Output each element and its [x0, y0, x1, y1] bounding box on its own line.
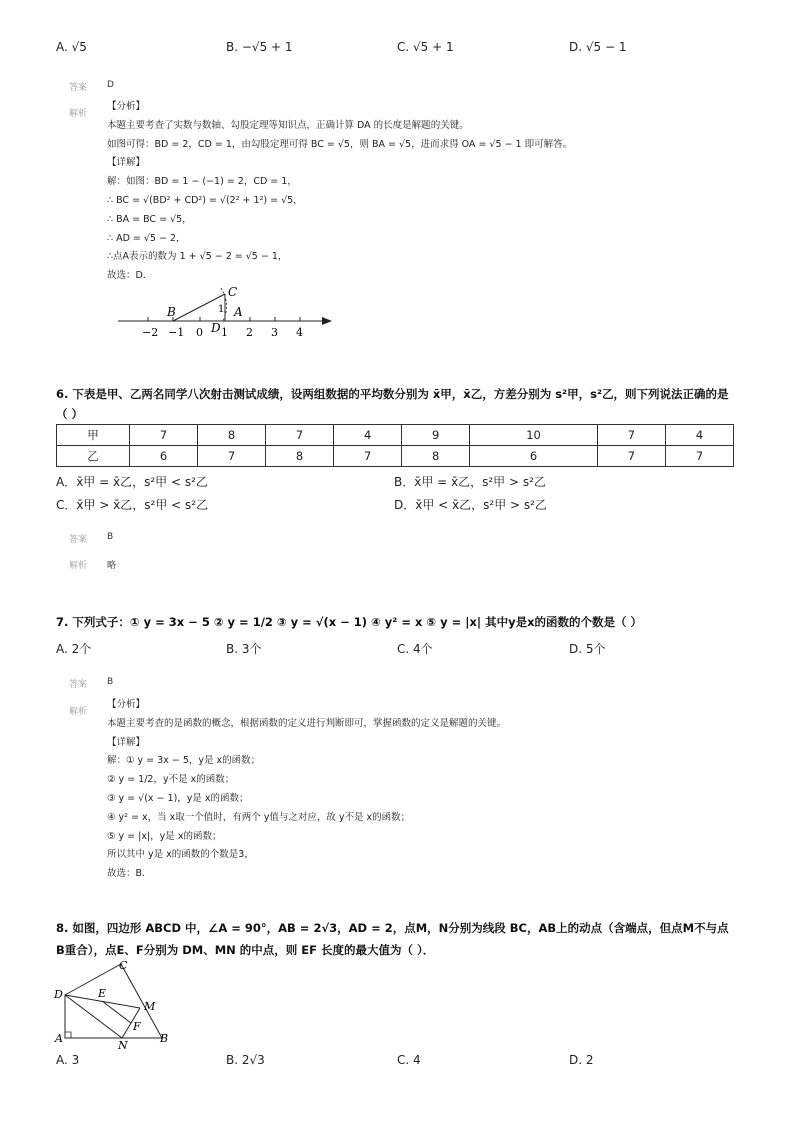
table-row [57, 425, 734, 446]
analysis-line: ∴ AD = √5 − 2， [107, 232, 186, 244]
analysis-line: 故选：B． [107, 868, 152, 880]
row-header: 乙 [57, 446, 130, 467]
q6-option-a: A．x̄甲 = x̄乙，s²甲 < s²乙 [56, 475, 208, 489]
table-cell: 7 [597, 446, 665, 467]
tick-label: 1 [221, 326, 228, 339]
tick-label: 4 [296, 326, 303, 339]
tick-label: −1 [168, 326, 185, 339]
q5-analysis-label: 解析 [69, 109, 88, 119]
analysis-line: ④ y² = x，当 x取一个值时，有两个 y值与之对应，故 y不是 x的函数； [107, 811, 411, 823]
analysis-line: 本题主要考查了实数与数轴、勾股定理等知识点，正确计算 DA 的长度是解题的关键。 [107, 119, 469, 131]
q6-option-c: C．x̄甲 > x̄乙，s²甲 < s²乙 [56, 498, 209, 512]
q5-option-a: A. √5 [56, 40, 87, 54]
analysis-line: ∴ BC = √(BD² + CD²) = √(2² + 1²) = √5， [107, 194, 303, 206]
q5-option-c: C. √5 + 1 [397, 40, 454, 54]
score-table [56, 424, 734, 467]
vertex-label-b: B [160, 1032, 169, 1045]
q7-stem: 7. 下列式子：① y = 3x − 5 ② y = 1/2 ③ y = √(x − 1) ④ y² = x ⑤ y = |x| 其中y是x的函数的个数是（ ） [56, 615, 642, 629]
q5-option-b: B. −√5 + 1 [226, 40, 293, 54]
table-cell: 9 [402, 425, 470, 446]
table-cell: 4 [334, 425, 402, 446]
analysis-line: 【分析】 [107, 699, 146, 710]
q8-stem-line2: B重合），点E、F分别为 DM、MN 的中点，则 EF 长度的最大值为（ ）． [56, 943, 435, 957]
q6-paren: （ ） [56, 407, 84, 421]
table-cell: 6 [470, 446, 598, 467]
q6-answer: B [107, 532, 114, 542]
q6-analysis: 略 [107, 561, 117, 571]
table-cell: 7 [597, 425, 665, 446]
vertex-label-d: D [54, 988, 63, 1001]
q7-analysis [107, 696, 506, 884]
table-row [57, 446, 734, 467]
row-header: 甲 [57, 425, 130, 446]
tick-label: 3 [271, 326, 278, 339]
q7-answer-label: 答案 [69, 680, 88, 690]
q7-answer: B [107, 677, 114, 687]
q5-answer: D [107, 80, 114, 90]
table-cell: 8 [198, 425, 266, 446]
point-label-f: F [133, 1020, 141, 1033]
segment-dn [65, 995, 122, 1038]
point-label-m: M [144, 1000, 156, 1013]
q8-option-d: D. 2 [569, 1053, 594, 1067]
table-cell: 7 [198, 446, 266, 467]
table-cell: 7 [266, 425, 334, 446]
analysis-line: 所以其中 y是 x的函数的个数是3， [107, 849, 254, 861]
number-line-arrow [322, 317, 332, 325]
table-cell: 7 [334, 446, 402, 467]
q8-option-c: C. 4 [397, 1053, 421, 1067]
quadrilateral-figure [52, 956, 182, 1050]
q7-option-d: D. 5个 [569, 642, 606, 656]
point-label-e: E [98, 987, 107, 1000]
table-cell: 7 [665, 446, 733, 467]
number-line-figure [110, 284, 340, 344]
tick-label: 0 [196, 326, 203, 339]
q6-stem: 6. 下表是甲、乙两名同学八次射击测试成绩，设两组数据的平均数分别为 x̄甲，x̄乙，方差分别为 s²甲，s²乙，则下列说法正确的是 [56, 387, 729, 401]
analysis-line: ② y = 1/2，y不是 x的函数； [107, 774, 235, 786]
q5-answer-label: 答案 [69, 83, 88, 93]
side-length-label: 1 [218, 304, 225, 315]
q8-option-b: B. 2√3 [226, 1053, 265, 1067]
analysis-line: 【分析】 [107, 101, 146, 112]
table-cell: 10 [470, 425, 598, 446]
point-label-d: D [211, 321, 221, 335]
point-label-b: B [167, 305, 176, 319]
q6-answer-label: 答案 [69, 535, 88, 545]
point-label-n: N [118, 1039, 128, 1050]
point-label-a: A [234, 305, 243, 319]
table-cell: 7 [130, 425, 198, 446]
table-cell: 6 [130, 446, 198, 467]
tick-label: −2 [142, 326, 159, 339]
analysis-line: ⑤ y = |x|，y是 x的函数； [107, 830, 222, 842]
vertex-label-a: A [55, 1032, 63, 1045]
q7-option-b: B. 3个 [226, 642, 262, 656]
q6-option-b: B．x̄甲 = x̄乙，s²甲 > s²乙 [394, 475, 546, 489]
analysis-line: 【详解】 [107, 157, 146, 169]
analysis-line: 解：如图：BD = 1 − (−1) = 2，CD = 1， [107, 176, 297, 188]
q8-option-a: A. 3 [56, 1053, 80, 1067]
point-label-c: C [228, 285, 238, 299]
analysis-line: ∴ BA = BC = √5， [107, 213, 192, 225]
q8-stem-line1: 8. 如图，四边形 ABCD 中，∠A = 90°，AB = 2√3，AD = 2，点M，N分别为线段 BC，AB上的动点（含端点，但点M不与点 [56, 921, 729, 935]
analysis-line: 本题主要考查的是函数的概念，根据函数的定义进行判断即可，掌握函数的定义是解题的关键。 [107, 717, 507, 729]
table-cell: 8 [402, 446, 470, 467]
q5-option-d: D. √5 − 1 [569, 40, 627, 54]
q6-analysis-label: 解析 [69, 561, 88, 571]
vertex-label-c: C [119, 959, 128, 972]
table-cell: 4 [665, 425, 733, 446]
analysis-line: ∴点A表示的数为 1 + √5 − 2 = √5 − 1， [107, 251, 288, 263]
analysis-line: 故选：D． [107, 270, 153, 282]
q6-option-d: D．x̄甲 < x̄乙，s²甲 > s²乙 [394, 498, 547, 512]
q7-option-a: A. 2个 [56, 642, 92, 656]
tick-label: 2 [246, 326, 253, 339]
table-cell: 8 [266, 446, 334, 467]
analysis-line: 解：① y = 3x − 5，y是 x的函数； [107, 755, 261, 767]
analysis-line: 如图可得：BD = 2，CD = 1，由勾股定理可得 BC = √5，则 BA = √5，进而求得 OA = √5 − 1 即可解答。 [107, 138, 573, 150]
analysis-line: 【详解】 [107, 736, 146, 748]
q7-option-c: C. 4个 [397, 642, 433, 656]
analysis-line: ③ y = √(x − 1)，y是 x的函数； [107, 792, 249, 804]
q5-analysis [107, 98, 572, 286]
q7-analysis-label: 解析 [69, 707, 88, 717]
right-angle-mark [65, 1032, 71, 1038]
